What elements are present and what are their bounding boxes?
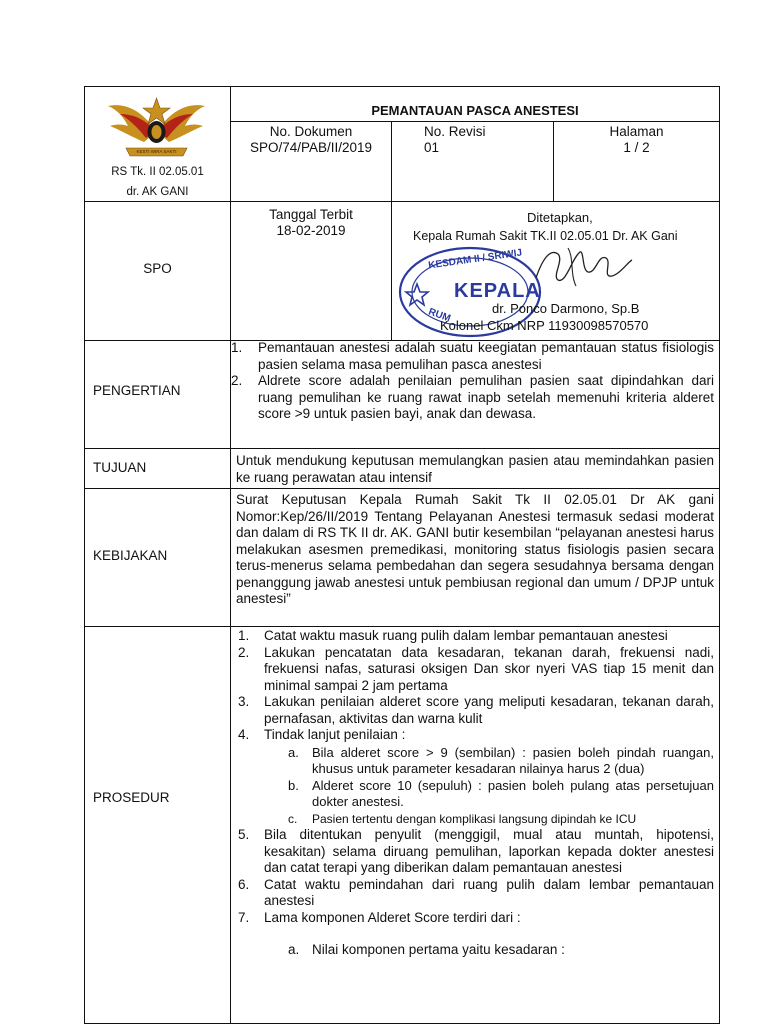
kepala-name: dr. Ponco Darmono, Sp.B bbox=[492, 301, 640, 316]
halaman-value: 1 / 2 bbox=[623, 140, 650, 155]
kepala-pangkat-nrp: Kolonel Ckm NRP 11930098570570 bbox=[440, 318, 649, 333]
list-item: 6. Catat waktu pemindahan dari ruang pulih dalam lembar pemantauan anestesi bbox=[238, 876, 714, 908]
document-title: PEMANTAUAN PASCA ANESTESI bbox=[371, 103, 579, 118]
list-item: 5. Bila ditentukan penyulit (menggigil, mual atau muntah, hipotensi, kesakitan) selama diruang pemulihan, laporkan kepada dokter anestesi dan catat terapi yang diberikan dalam pemantauan anestesi bbox=[238, 827, 714, 875]
list-item: 2. Aldrete score adalah penilaian pemulihan pasien saat dipindahkan dari ruang pemulihan ke ruang rawat inapb setelah memenuhi kriteria alderet score >9 untuk pasien bayi, anak dan dewasa. bbox=[231, 373, 714, 421]
kebijakan-label: KEBIJAKAN bbox=[93, 548, 168, 563]
table-border-top bbox=[84, 86, 720, 87]
logo-banner-text: KESTI WIRA SAKTI bbox=[136, 149, 177, 154]
tujuan-text: Untuk mendukung keputusan memulangkan pasien atau memindahkan pasien ke ruang perawatan atau intensif bbox=[236, 453, 714, 485]
kebijakan-text: Surat Keputusan Kepala Rumah Sakit Tk II 02.05.01 Dr AK gani Nomor:Kep/26/II/2019 Tentang Pelayanan Anestesi termasuk sedasi moderat dan dalam di RS TK II dr. AK. GANI butir kesembilan “pelayanan anestesi harus melakukan asesmen premedikasi, monitoring status fisiologis pasien secara terus-menerus selama pembedahan dan segera sesudahnya bersama dengan penanggung jawab anestesi untuk pembiusan regional dan umum / DPJP untuk anestesi” bbox=[236, 492, 714, 606]
stamp-bottom-text: RUM bbox=[426, 306, 452, 325]
sublist-tindak-lanjut bbox=[288, 745, 714, 828]
revisi-label: No. Revisi bbox=[424, 124, 486, 139]
list-item: a. Nilai komponen pertama yaitu kesadaran : bbox=[288, 942, 565, 957]
column-divider bbox=[391, 121, 392, 340]
list-item: 4. Tindak lanjut penilaian : a. Bila alderet score > 9 (sembilan) : pasien boleh pindah ruangan, khusus untuk parameter kesadaran nilainya harus 2 (dua) b. Alderet score 10 (sepuluh) : pasien boleh pulang atas persetujuan dokter anestesi. c. Pasien tertentu dengan komplikasi langsung dipindah ke ICU bbox=[238, 727, 714, 826]
jabatan-text: Kepala Rumah Sakit TK.II 02.05.01 Dr. AK Gani bbox=[413, 229, 678, 243]
pengertian-label: PENGERTIAN bbox=[93, 383, 181, 398]
signature bbox=[528, 240, 638, 290]
row-divider bbox=[84, 488, 720, 489]
sublist-komponen bbox=[288, 942, 714, 959]
list-item: 1. Catat waktu masuk ruang pulih dalam lembar pemantauan anestesi bbox=[238, 628, 668, 643]
prosedur-label: PROSEDUR bbox=[93, 790, 170, 805]
dokumen-label: No. Dokumen bbox=[269, 124, 353, 139]
list-item: 3. Lakukan penilaian alderet score yang meliputi kesadaran, tekanan darah, pernafasan, aktivitas dan warna kulit bbox=[238, 694, 714, 726]
tanggal-terbit-label: Tanggal Terbit bbox=[269, 207, 353, 222]
stamp-center-text: KEPALA bbox=[454, 280, 541, 302]
tanggal-terbit-value: 18-02-2019 bbox=[276, 223, 346, 238]
halaman-label: Halaman bbox=[609, 124, 664, 139]
tujuan-label: TUJUAN bbox=[93, 460, 147, 475]
prosedur-list bbox=[238, 628, 714, 959]
table-border-right bbox=[719, 86, 720, 1024]
list-item: a. Bila alderet score > 9 (sembilan) : pasien boleh pindah ruangan, khusus untuk parameter kesadaran nilainya harus 2 (dua) bbox=[288, 744, 714, 776]
list-item: 7. Lama komponen Alderet Score terdiri dari : a. Nilai komponen pertama yaitu kesadaran : bbox=[238, 910, 714, 959]
dokumen-value: SPO/74/PAB/II/2019 bbox=[249, 140, 373, 155]
list-item: 1. Pemantauan anestesi adalah suatu keegiatan pemantauan status fisiologis pasien selama masa pemulihan pasca anestesi bbox=[231, 340, 714, 372]
row-divider bbox=[84, 448, 720, 449]
list-item: c. Pasien tertentu dengan komplikasi langsung dipindah ke ICU bbox=[288, 811, 637, 826]
header-divider bbox=[230, 121, 720, 122]
hospital-name-line2: dr. AK GANI bbox=[126, 186, 189, 198]
ditetapkan-text: Ditetapkan, bbox=[527, 210, 593, 225]
row-divider bbox=[84, 201, 720, 202]
revisi-value: 01 bbox=[424, 140, 440, 155]
pengertian-list bbox=[231, 340, 714, 423]
stamp-top-text: KESDAM II / SRIWIJ bbox=[427, 247, 523, 272]
hospital-logo bbox=[104, 92, 209, 160]
list-item: b. Alderet score 10 (sepuluh) : pasien boleh pulang atas persetujuan dokter anestesi. bbox=[288, 777, 714, 809]
spo-label: SPO bbox=[143, 261, 172, 276]
hospital-name-line1: RS Tk. II 02.05.01 bbox=[111, 166, 204, 178]
list-item: 2. Lakukan pencatatan data kesadaran, tekanan darah, frekuensi nadi, frekuensi nafas, saturasi oksigen Dan skor nyeri VAS tiap 15 menit dan minimal sampai 2 jam pertama bbox=[238, 644, 714, 693]
row-divider bbox=[84, 626, 720, 627]
